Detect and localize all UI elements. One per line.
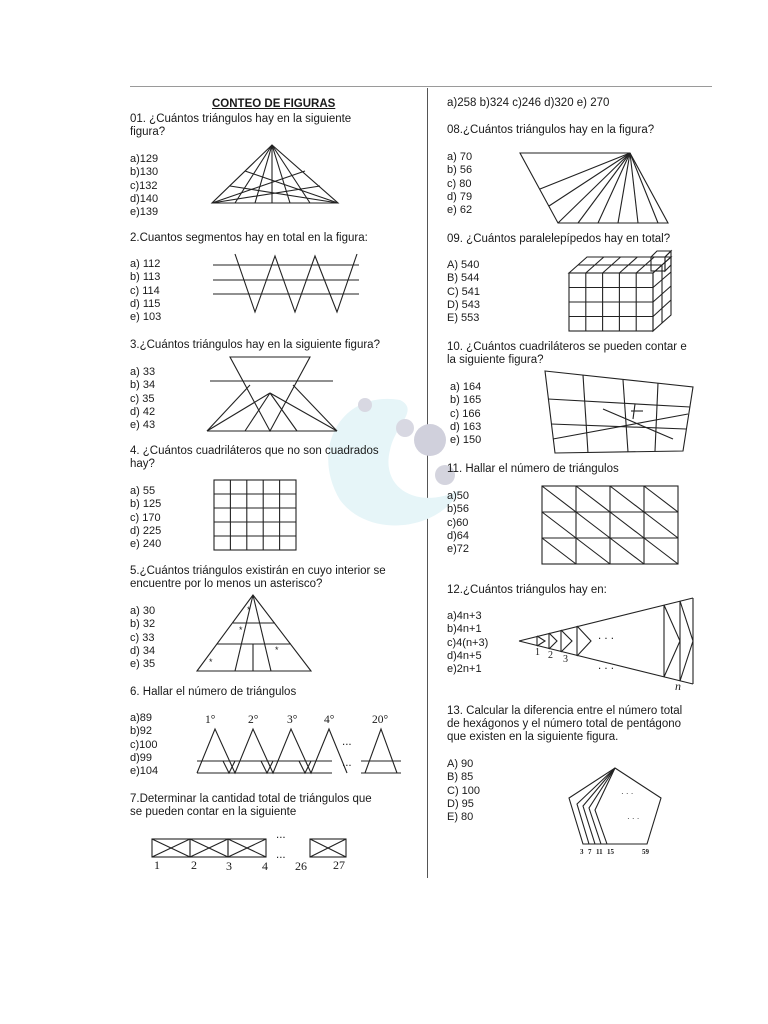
option: a) 164 [450,381,482,393]
q7-dots-top: ... [276,829,286,841]
option: e) 103 [130,311,162,324]
option: d)140 [130,192,159,205]
q4-text-line2: hay? [130,458,155,470]
option: c) 35 [130,392,155,405]
option: b)92 [130,725,153,738]
q1-text-line1: 01. ¿Cuántos triángulos hay en la siguiente [130,113,352,125]
q7-label-27: 27 [333,858,345,872]
option: a)89 [130,712,153,724]
q1-text-line2: figura? [130,126,166,138]
q3-text: 3.¿Cuántos triángulos hay en la siguiente figura? [130,339,380,351]
q12-label-1: 1 [535,647,540,658]
q6-options [130,712,158,778]
q2-options [130,258,161,324]
q13-label-15: 15 [607,848,614,856]
option: d) 225 [130,524,162,537]
q5-text-line2: encuentre por lo menos un asterisco? [130,578,323,590]
q13-label-7: 7 [588,848,592,856]
option: c) 33 [130,631,155,644]
q6-dots-bottom: ... [342,757,352,769]
option: B) 544 [447,272,480,285]
q7-label-1: 1 [154,858,160,872]
option: d) 42 [130,405,156,418]
option: b) 56 [447,164,473,177]
option: e) 43 [130,419,156,432]
option: e) 35 [130,658,156,671]
option: a) 30 [130,605,156,617]
q13-label-59: 59 [642,848,649,856]
q13-text-line3: que existen en la siguiente figura. [447,731,619,743]
option: c) 166 [450,407,481,420]
option: b) 113 [130,271,161,284]
q5-text-line1: 5.¿Cuántos triángulos existirán en cuyo interior se [130,565,386,577]
q7-label-3: 3 [226,859,232,873]
q6-label-2: 2° [248,714,259,726]
q3-triangles-figure [205,355,340,433]
option: b) 125 [130,498,162,511]
q1-triangle-figure [210,143,340,208]
q7-dots-bottom: ... [276,849,286,861]
q6-triangle-row-figure [195,727,405,775]
option: e) 240 [130,538,162,551]
q12-label-2: 2 [548,650,553,661]
svg-text:*: * [247,605,251,615]
option: c)100 [130,738,158,751]
option: a)4n+3 [447,610,482,622]
option: d) 163 [450,420,482,433]
option: c) 170 [130,511,161,524]
option: b) 34 [130,379,156,392]
q11-text: 11. Hallar el número de triángulos [447,463,619,475]
option: E) 553 [447,312,480,325]
q13-label-11: 11 [596,848,603,856]
q4-grid-figure [213,479,298,551]
option: d) 79 [447,190,473,203]
option: e)139 [130,206,159,219]
q13-pentagon-figure [567,766,665,846]
q2-zigzag-figure [213,254,361,316]
top-rule [130,86,712,87]
q12-text: 12.¿Cuántos triángulos hay en: [447,584,607,596]
svg-text:· · ·: · · · [627,814,640,823]
q8-parallelogram-figure [518,151,670,225]
q1-options [130,153,158,219]
option: d)4n+5 [447,649,482,662]
option: a) 70 [447,151,473,163]
option: c) 80 [447,177,472,190]
option: c)4(n+3) [447,636,489,649]
option: D) 95 [447,797,474,810]
q7-label-4: 4 [262,859,268,873]
q5-asterisk-triangle-figure [195,593,315,673]
q6-label-4: 4° [324,714,335,726]
option: c)60 [447,516,469,529]
option: A) 540 [447,259,480,271]
q10-text-line2: la siguiente figura? [447,354,544,366]
option: e)104 [130,765,159,778]
q12-options [447,610,488,676]
q7-boxes-figure [150,835,348,861]
q12-label-n: n [675,679,681,693]
option: d) 115 [130,297,161,310]
q13-label-3: 3 [580,848,584,856]
option: c)132 [130,179,158,192]
q13-text-line2: de hexágonos y el número total de pentágono [447,718,682,730]
option: e) 150 [450,434,482,447]
q6-label-1: 1° [205,714,216,726]
option: a) 112 [130,258,161,270]
option: d)99 [130,751,153,764]
option: e) 62 [447,204,473,217]
option: b) 32 [130,618,156,631]
q3-options [130,366,155,432]
option: b)130 [130,166,159,179]
q4-options [130,485,161,551]
q12-label-3: 3 [563,654,568,665]
q8-text: 08.¿Cuántos triángulos hay en la figura? [447,124,655,136]
q9-options [447,259,480,325]
q11-options [447,490,469,556]
option: d)64 [447,529,470,542]
q10-text-line1: 10. ¿Cuántos cuadriláteros se pueden contar e [447,341,687,353]
option: a)129 [130,153,159,165]
q7-text-line1: 7.Determinar la cantidad total de triángulos que [130,793,372,805]
q10-quadrilateral-figure [543,369,695,455]
q6-label-20: 20° [372,714,389,726]
q11-grid-triangles-figure [541,485,681,567]
option: d) 34 [130,644,156,657]
q7-label-26: 26 [295,859,307,873]
page-title: CONTEO DE FIGURAS [212,98,336,110]
option: A) 90 [447,758,474,770]
option: b)4n+1 [447,623,482,636]
q9-text: 09. ¿Cuántos paralelepípedos hay en total? [447,233,671,245]
q13-options [447,758,480,824]
option: b)56 [447,503,470,516]
svg-text:*: * [275,645,279,655]
q6-dots-top: ... [342,736,352,748]
q13-text-line1: 13. Calcular la diferencia entre el número total [447,705,683,717]
q12-dots-top: . . . [598,630,614,642]
q8-options [447,151,472,217]
option: C) 100 [447,784,481,797]
svg-text:*: * [239,625,243,635]
option: e)2n+1 [447,663,482,676]
option: B) 85 [447,771,474,784]
option: e)72 [447,543,470,556]
option: a) 33 [130,366,156,378]
q7-text-line2: se pueden contar en la siguiente [130,806,297,818]
svg-text:*: * [209,657,213,667]
option: b) 165 [450,394,482,407]
q4-text-line1: 4. ¿Cuántos cuadriláteros que no son cuadrados [130,445,379,457]
option: a)50 [447,490,470,502]
q6-label-3: 3° [287,714,298,726]
option: D) 543 [447,298,481,311]
option: C) 541 [447,285,481,298]
q7-options: a)258 b)324 c)246 d)320 e) 270 [447,97,610,109]
option: a) 55 [130,485,156,497]
q12-dots-bottom: . . . [598,660,614,672]
q2-text: 2.Cuantos segmentos hay en total en la figura: [130,232,368,244]
q5-options [130,605,155,671]
svg-text:· · ·: · · · [621,789,634,798]
option: E) 80 [447,811,474,824]
q6-text: 6. Hallar el número de triángulos [130,686,297,698]
q7-label-2: 2 [191,858,197,872]
option: c) 114 [130,284,160,297]
q10-options [450,381,481,447]
q9-cube-figure [567,255,679,333]
